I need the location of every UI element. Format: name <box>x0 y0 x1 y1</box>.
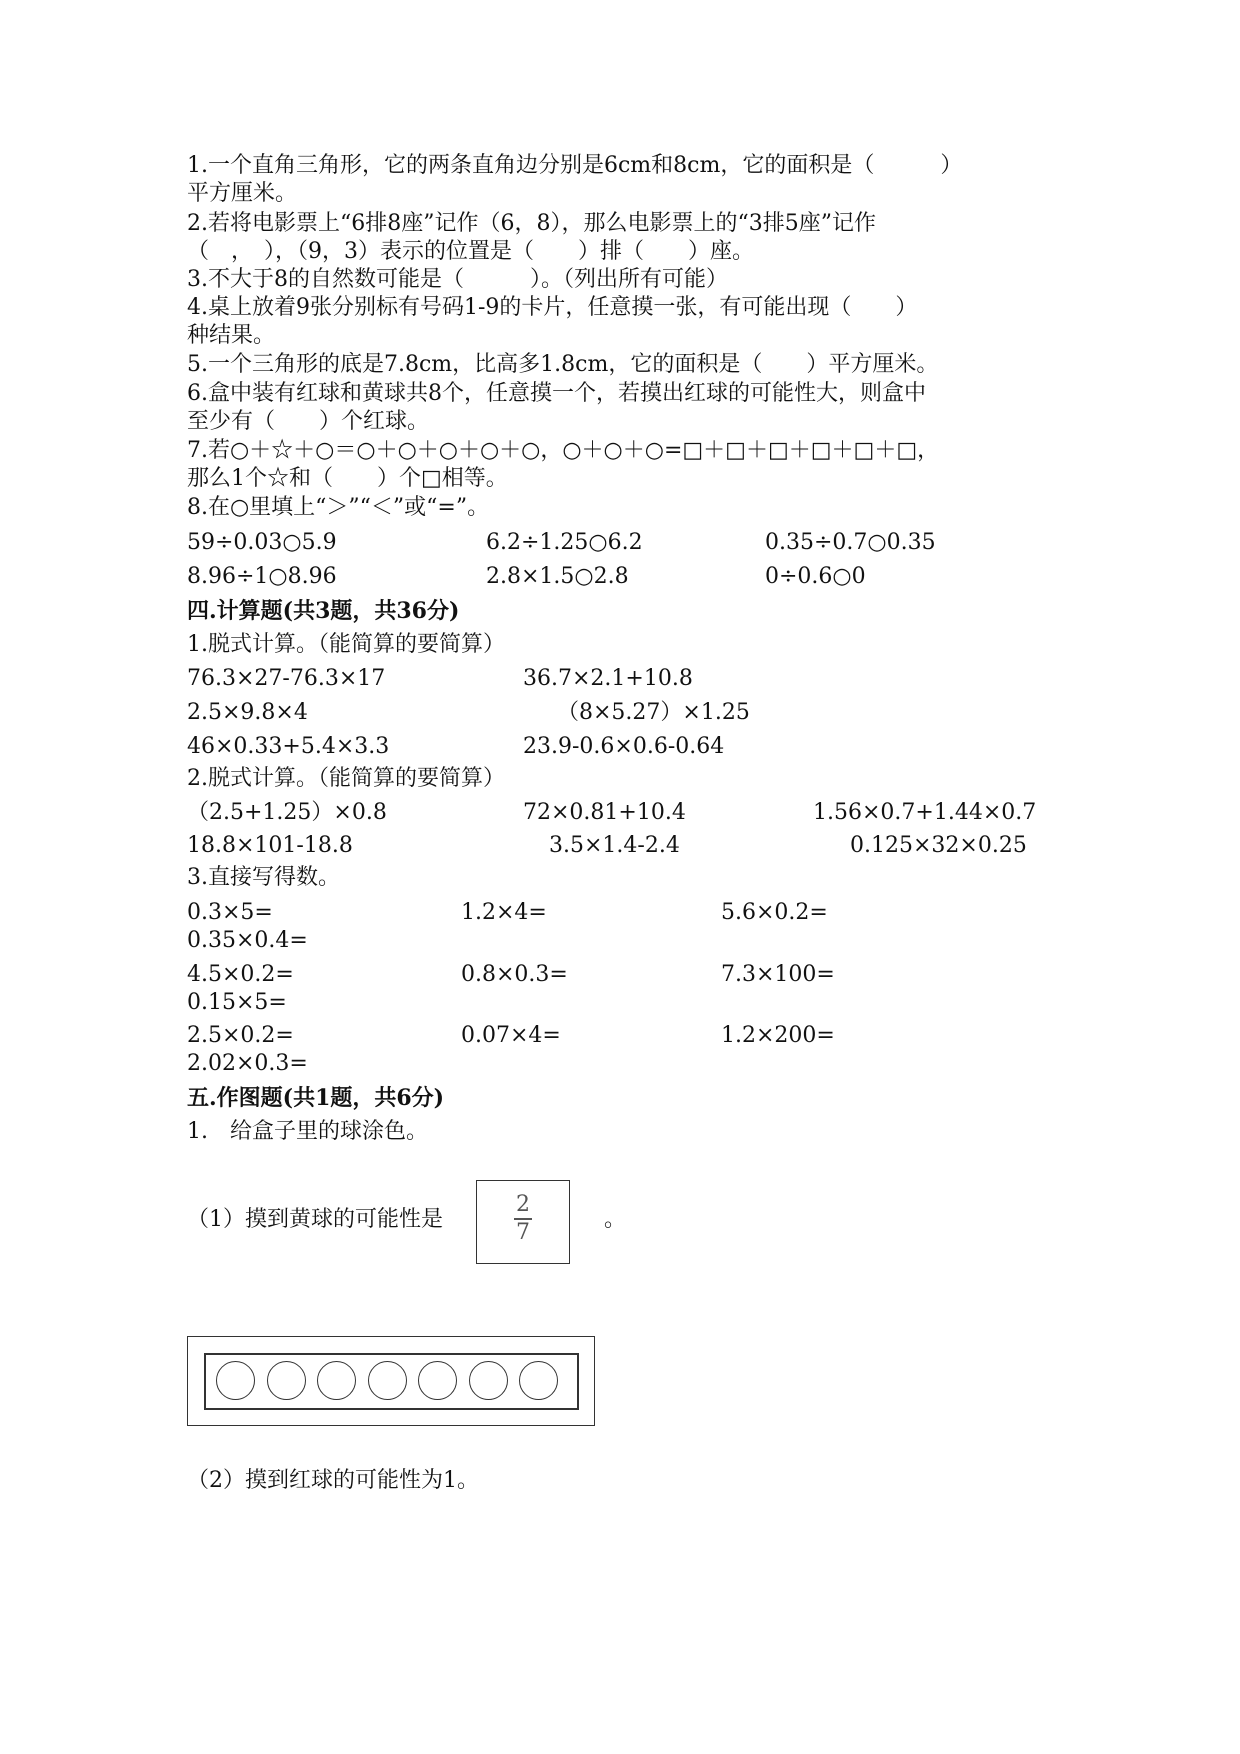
ball-circle[interactable] <box>519 1361 558 1400</box>
oral-item: 7.3×100= <box>721 962 835 987</box>
oral-item: 0.35×0.4= <box>187 928 308 953</box>
q3-line: 3.不大于8的自然数可能是（ ）。（列出所有可能） <box>187 267 728 292</box>
calc-item: 18.8×101-18.8 <box>187 833 353 858</box>
q4-line1: 4.桌上放着9张分别标有号码1-9的卡片，任意摸一张，有可能出现（ ） <box>187 295 918 320</box>
oral-item: 2.02×0.3= <box>187 1051 308 1076</box>
compare-item: 6.2÷1.25○6.2 <box>486 530 643 555</box>
fraction-numerator: 2 <box>516 1192 530 1217</box>
oral-row <box>187 988 1087 1018</box>
calc-item: （2.5+1.25）×0.8 <box>187 800 387 825</box>
oral-item: 0.07×4= <box>461 1023 561 1048</box>
oral-item: 0.3×5= <box>187 900 273 925</box>
oral-item: 1.2×4= <box>461 900 547 925</box>
q6-line1: 6.盒中装有红球和黄球共8个，任意摸一个，若摸出红球的可能性大，则盒中 <box>187 381 926 406</box>
fraction-denominator: 7 <box>516 1219 530 1245</box>
s5-q1-title: 1. 给盒子里的球涂色。 <box>187 1119 428 1144</box>
ball-box-outer <box>187 1336 595 1426</box>
compare-row <box>187 528 1087 558</box>
calc-item: 76.3×27-76.3×17 <box>187 666 386 691</box>
ball-circle[interactable] <box>317 1361 356 1400</box>
calc-item: 46×0.33+5.4×3.3 <box>187 734 390 759</box>
calc-row <box>187 831 1087 861</box>
s4-q1-title: 1.脱式计算。（能简算的要简算） <box>187 632 505 657</box>
ball-box-inner <box>204 1353 579 1410</box>
s4-q2-title: 2.脱式计算。（能简算的要简算） <box>187 766 505 791</box>
oral-item: 5.6×0.2= <box>721 900 828 925</box>
calc-row <box>187 798 1087 828</box>
q7-line1: 7.若○＋☆＋○＝○＋○＋○＋○＋○，○＋○＋○=□＋□＋□＋□＋□＋□， <box>187 438 940 463</box>
compare-item: 59÷0.03○5.9 <box>187 530 337 555</box>
oral-item: 4.5×0.2= <box>187 962 294 987</box>
calc-item: 0.125×32×0.25 <box>850 833 1027 858</box>
section5-title: 五.作图题(共1题，共6分) <box>187 1085 445 1111</box>
section4-title: 四.计算题(共3题，共36分) <box>187 598 460 624</box>
calc-row <box>187 664 1087 694</box>
ball-circle[interactable] <box>469 1361 508 1400</box>
compare-item: 8.96÷1○8.96 <box>187 564 337 589</box>
q2-line2: （ ， ），（9，3）表示的位置是（ ）排（ ）座。 <box>187 239 754 264</box>
ball-circle[interactable] <box>267 1361 306 1400</box>
calc-item: 2.5×9.8×4 <box>187 700 308 725</box>
calc-item: 3.5×1.4-2.4 <box>549 833 680 858</box>
part1-label: （1）摸到黄球的可能性是 <box>187 1207 443 1232</box>
ball-circle[interactable] <box>216 1361 255 1400</box>
calc-item: 36.7×2.1+10.8 <box>523 666 693 691</box>
calc-row <box>187 698 1087 728</box>
calc-item: 1.56×0.7+1.44×0.7 <box>813 800 1037 825</box>
calc-row <box>187 732 1087 762</box>
q8-line: 8.在○里填上“＞”“＜”或“=”。 <box>187 495 490 520</box>
ball-circle[interactable] <box>418 1361 457 1400</box>
q7-line2: 那么1个☆和（ ）个□相等。 <box>187 466 508 491</box>
q4-line2: 种结果。 <box>187 323 276 348</box>
part1-end: 。 <box>604 1207 627 1232</box>
compare-item: 0.35÷0.7○0.35 <box>765 530 936 555</box>
compare-item: 2.8×1.5○2.8 <box>486 564 629 589</box>
oral-row <box>187 926 1087 956</box>
compare-item: 0÷0.6○0 <box>765 564 866 589</box>
oral-row <box>187 960 1087 990</box>
q1-line1: 1.一个直角三角形，它的两条直角边分别是6cm和8cm，它的面积是（ ） <box>187 153 963 178</box>
s4-q3-title: 3.直接写得数。 <box>187 865 340 890</box>
q6-line2: 至少有（ ）个红球。 <box>187 409 430 434</box>
oral-row <box>187 1021 1087 1051</box>
q1-line2: 平方厘米。 <box>187 181 298 206</box>
oral-item: 0.15×5= <box>187 990 287 1015</box>
fraction <box>477 1193 569 1245</box>
oral-item: 1.2×200= <box>721 1023 835 1048</box>
calc-item: 23.9-0.6×0.6-0.64 <box>523 734 725 759</box>
q2-line1: 2.若将电影票上“6排8座”记作（6，8），那么电影票上的“3排5座”记作 <box>187 211 876 236</box>
fraction-box <box>476 1180 570 1264</box>
compare-row <box>187 562 1087 592</box>
oral-item: 2.5×0.2= <box>187 1023 294 1048</box>
oral-item: 0.8×0.3= <box>461 962 568 987</box>
oral-row <box>187 1049 1087 1079</box>
calc-item: 72×0.81+10.4 <box>523 800 686 825</box>
oral-row <box>187 898 1087 928</box>
part2-label: （2）摸到红球的可能性为1。 <box>187 1468 479 1493</box>
q5-line: 5.一个三角形的底是7.8cm，比高多1.8cm，它的面积是（ ）平方厘米。 <box>187 352 939 377</box>
ball-circle[interactable] <box>368 1361 407 1400</box>
calc-item: （8×5.27）×1.25 <box>557 700 750 725</box>
